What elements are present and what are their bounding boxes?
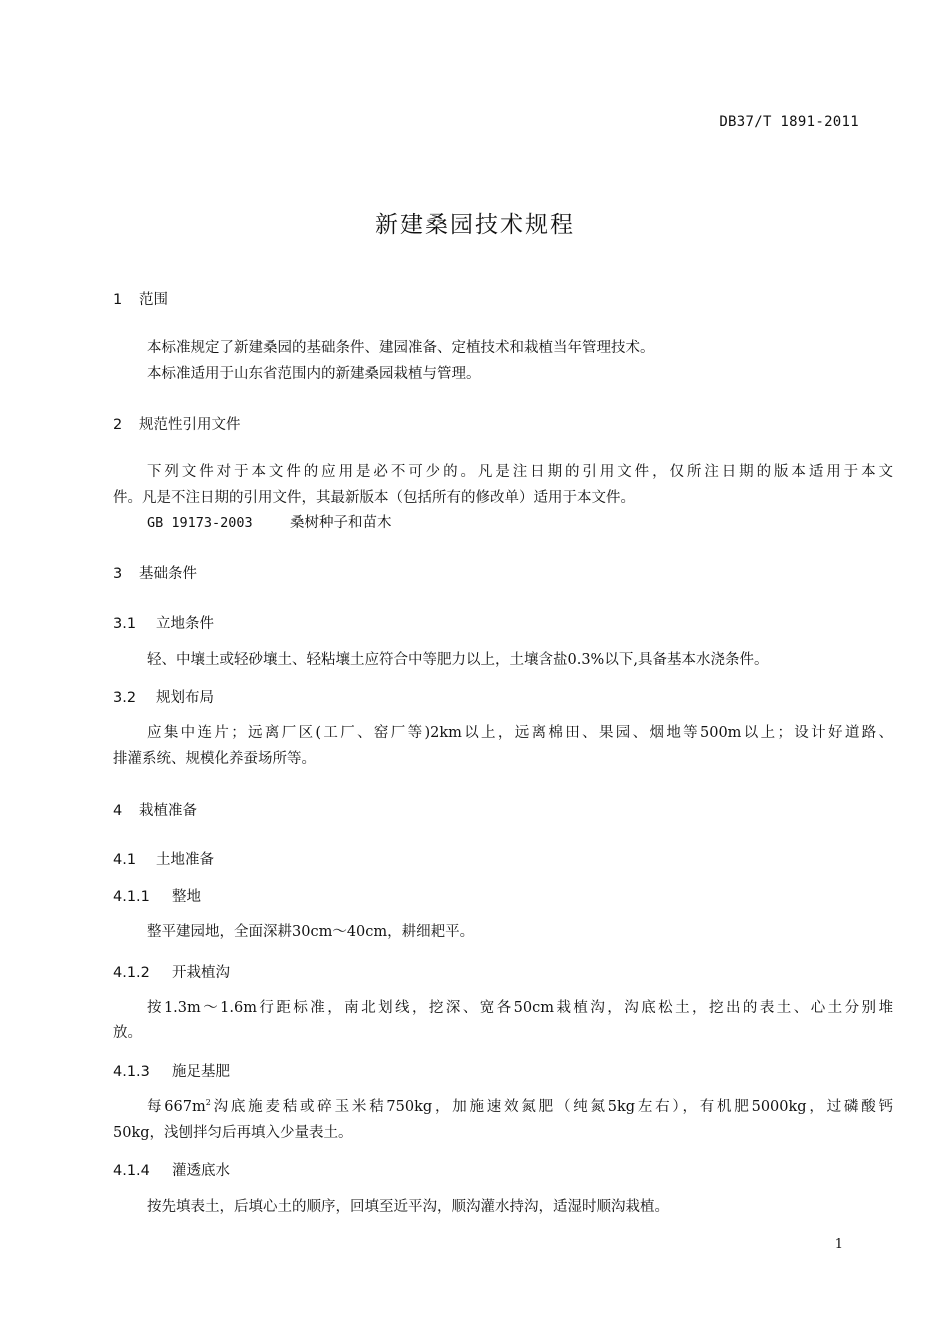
paragraph-line: 件。凡是不注日期的引用文件，其最新版本（包括所有的修改单）适用于本文件。 [113,490,635,506]
section-title: 整地 [172,889,201,905]
section-heading-2 [113,413,241,434]
section-number: 4.1 [113,852,137,868]
paragraph: 整平建园地，全面深耕30cm～40cm，耕细耙平。 [147,924,475,940]
section-number: 3.2 [113,690,137,706]
section-heading-4 [113,799,197,820]
section-title: 规范性引用文件 [139,417,241,433]
paragraph-line: 50kg，浅刨拌匀后再填入少量表土。 [113,1125,353,1141]
reference-title: 桑树种子和苗木 [290,515,392,531]
section-title: 范围 [139,292,168,308]
section-number: 4.1.1 [113,889,150,905]
document-title: 新建桑园技术规程 [375,212,575,238]
section-number: 4.1.2 [113,965,150,981]
text-run: 沟底施麦秸或碎玉米秸750kg，加施速效氮肥（纯氮5kg左右），有机肥5000kg，过磷酸钙 [210,1099,893,1115]
section-title: 开栽植沟 [172,965,230,981]
section-heading-3 [113,562,197,583]
section-number: 2 [113,417,123,433]
section-number: 3.1 [113,616,137,632]
paragraph: 本标准规定了新建桑园的基础条件、建园准备、定植技术和栽植当年管理技术。 [147,340,655,356]
section-number: 4.1.4 [113,1163,150,1179]
paragraph: 轻、中壤土或轻砂壤土、轻粘壤土应符合中等肥力以上，土壤含盐0.3%以下,具备基本水浇条件。 [147,652,769,668]
section-title: 施足基肥 [172,1064,230,1080]
subsection-heading-3-1 [113,612,214,633]
subsection-heading-3-2 [113,686,214,707]
normative-reference [113,510,893,536]
paragraph-line: 应集中连片；远离厂区(工厂、窑厂等)2km以上，远离棉田、果园、烟地等500m以上；设计好道路、 [147,725,893,741]
section-number: 3 [113,566,123,582]
subsection-heading-4-1-1 [113,885,201,906]
section-number: 1 [113,292,123,308]
paragraph-line: 排灌系统、规模化养蚕场所等。 [113,751,316,767]
subsection-heading-4-1 [113,848,214,869]
paragraph: 本标准适用于山东省范围内的新建桑园栽植与管理。 [147,366,481,382]
superscript: 2 [205,1098,211,1107]
section-heading-1 [113,288,168,309]
section-title: 土地准备 [156,852,214,868]
section-title: 灌透底水 [172,1163,230,1179]
paragraph: 按先填表土，后填心土的顺序，回填至近平沟，顺沟灌水持沟，适湿时顺沟栽植。 [147,1199,669,1215]
subsection-heading-4-1-4 [113,1159,230,1180]
text-run: 每667m [147,1099,206,1115]
document-code: DB37/T 1891-2011 [719,114,859,130]
paragraph-line: 按1.3m～1.6m行距标准，南北划线，挖深、宽各50cm栽植沟，沟底松土，挖出的表土、心土分别堆 [147,1000,893,1016]
section-number: 4 [113,803,123,819]
subsection-heading-4-1-2 [113,961,230,982]
section-title: 栽植准备 [139,803,197,819]
section-number: 4.1.3 [113,1064,150,1080]
paragraph-line: 放。 [113,1025,142,1041]
section-title: 立地条件 [156,616,214,632]
section-title: 基础条件 [139,566,197,582]
page-number: 1 [834,1237,843,1252]
paragraph-line [113,1094,893,1120]
section-title: 规划布局 [156,690,214,706]
paragraph-line: 下列文件对于本文件的应用是必不可少的。凡是注日期的引用文件，仅所注日期的版本适用于本文 [147,464,893,480]
subsection-heading-4-1-3 [113,1060,230,1081]
reference-code: GB 19173-2003 [147,515,253,531]
